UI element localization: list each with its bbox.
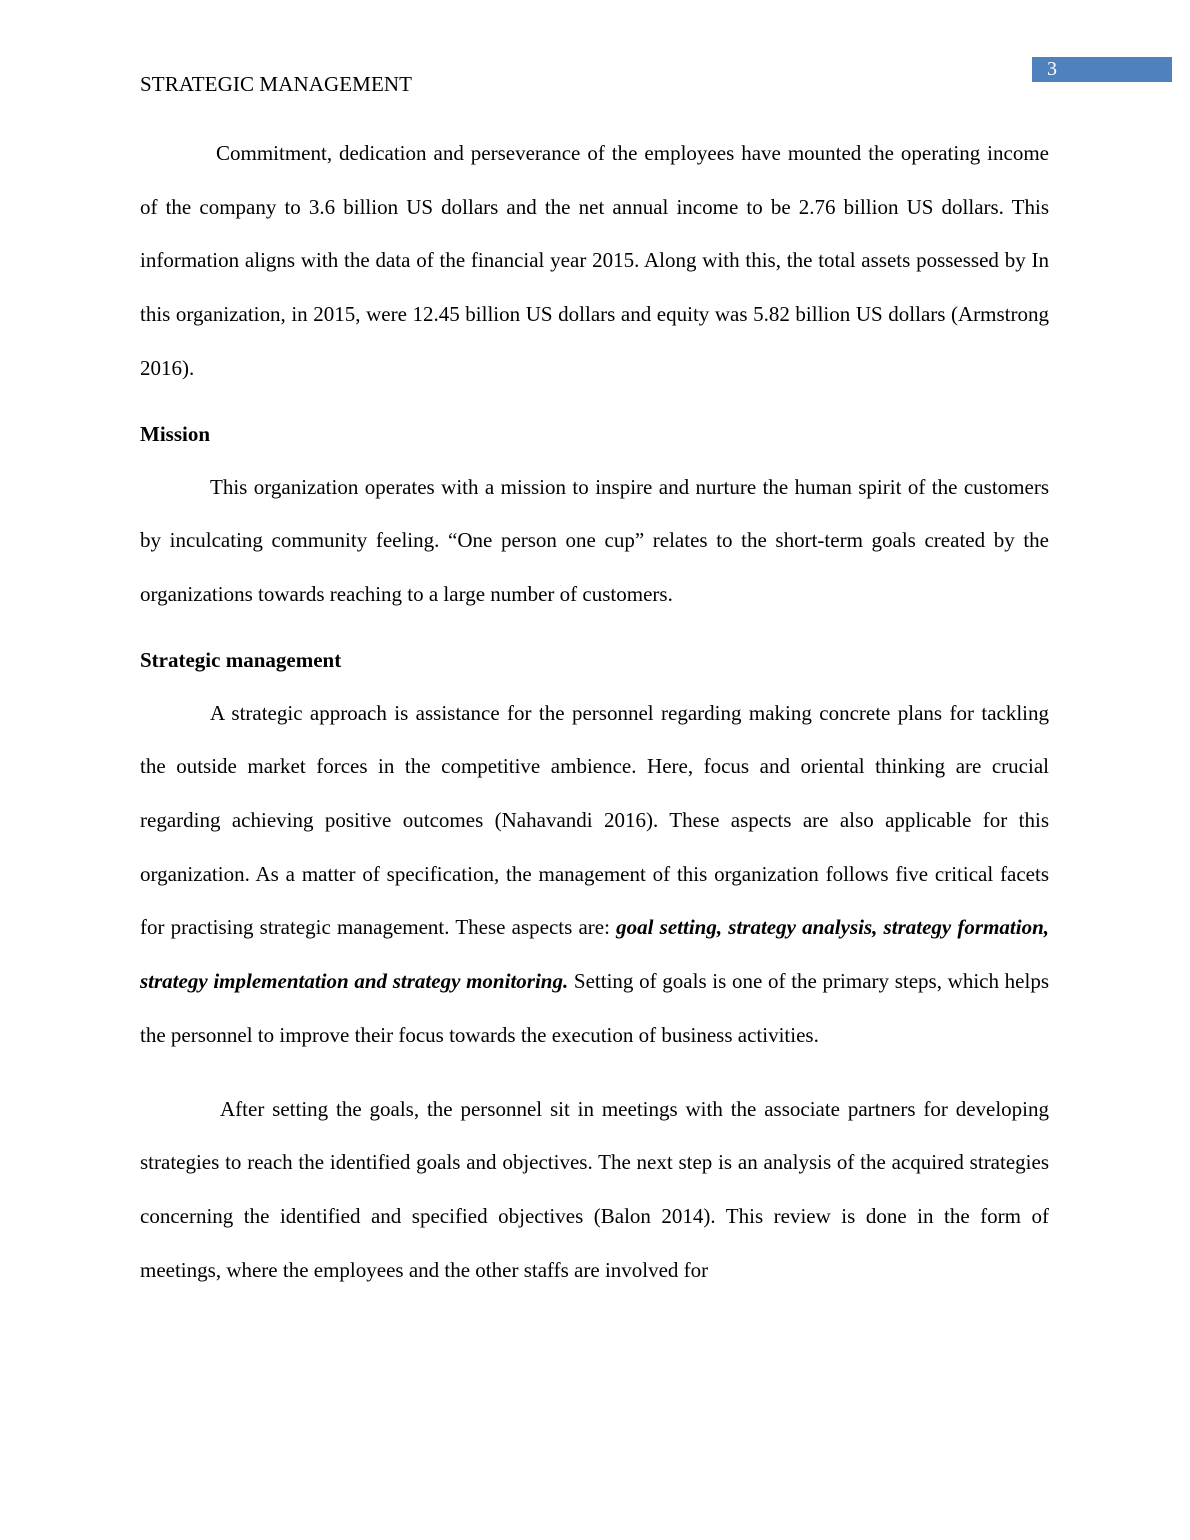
document-body xyxy=(140,127,1049,1297)
heading-strategic-management: Strategic management xyxy=(140,647,342,672)
strategic-facets-list: goal setting, strategy analysis, strategy formation, strategy implementation and strategy monitoring. xyxy=(140,915,1049,994)
paragraph-strategic-approach xyxy=(140,687,1049,1063)
paragraph-financials: Commitment, dedication and perseverance of the employees have mounted the operating income of the company to 3.6 billion US dollars and the net annual income to be 2.76 billion US dollars. This information aligns with the data of the financial year 2015. Along with this, the total assets possessed by In this organization, in 2015, were 12.45 billion US dollars and equity was 5.82 billion US dollars (Armstrong 2016). xyxy=(140,141,1049,380)
heading-mission: Mission xyxy=(140,421,211,446)
paragraph-after-goals: After setting the goals, the personnel sit in meetings with the associate partners for developing strategies to reach the identified goals and objectives. The next step is an analysis of the acquired strategies concerning the identified and specified objectives (Balon 2014). This review is done in the form of meetings, where the employees and the other staffs are involved for xyxy=(140,1096,1049,1282)
page-number: 3 xyxy=(1032,57,1172,82)
paragraph-mission: This organization operates with a mission to inspire and nurture the human spirit of the customers by inculcating community feeling. “One person one cup” relates to the short-term goals created by the organizations towards reaching to a large number of customers. xyxy=(140,474,1049,606)
strategic-approach-outro: Setting of goals is one of the primary steps, which helps the personnel to improve their focus towards the execution of business activities. xyxy=(140,969,1049,1047)
strategic-approach-intro: A strategic approach is assistance for the personnel regarding making concrete plans for tackling the outside market forces in the competitive ambience. Here, focus and oriental thinking are crucial regarding achieving positive outcomes (Nahavandi 2016). These aspects are also applicable for this organization. As a matter of specification, the management of this organization follows five critical facets for practising strategic management. These aspects are: xyxy=(140,700,1049,940)
running-head: STRATEGIC MANAGEMENT xyxy=(140,72,413,96)
